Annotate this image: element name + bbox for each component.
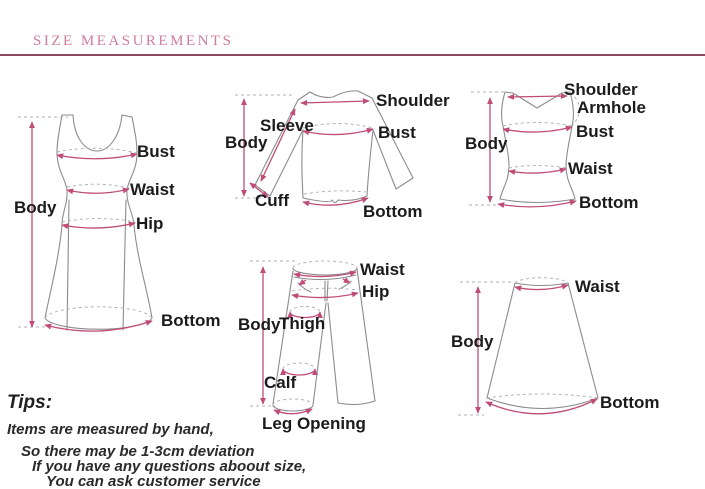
pants-leg-opening-label: Leg Opening bbox=[262, 414, 366, 433]
top-bottom-label: Bottom bbox=[363, 202, 423, 221]
vest-bust-label: Bust bbox=[576, 122, 614, 141]
pants-hip-label: Hip bbox=[362, 282, 390, 301]
dress-waist-label: Waist bbox=[130, 180, 175, 199]
vest-bottom-label: Bottom bbox=[579, 193, 639, 212]
dress-bust-label: Bust bbox=[137, 142, 175, 161]
pants-body-label: Body bbox=[238, 315, 281, 334]
skirt-bottom-arrow bbox=[486, 399, 597, 414]
dress-drawing bbox=[10, 108, 220, 343]
vest-shoulder-label: Shoulder bbox=[564, 80, 638, 99]
top-shoulder-arrow bbox=[301, 101, 369, 103]
top-shoulder-label: Shoulder bbox=[376, 91, 450, 110]
pants-waist-label: Waist bbox=[360, 260, 405, 279]
top-bust-label: Bust bbox=[378, 123, 416, 142]
skirt-bottom-label: Bottom bbox=[600, 393, 660, 412]
top-measure-arrows bbox=[244, 99, 373, 205]
skirt-body-label: Body bbox=[451, 332, 494, 351]
tips-line-2: So there may be 1-3cm deviation bbox=[21, 443, 255, 460]
dress-body-label: Body bbox=[14, 198, 57, 217]
page-title: SIZE MEASUREMENTS bbox=[33, 33, 234, 49]
tips-line-4: You can ask customer service bbox=[46, 473, 261, 489]
top-cuff-label: Cuff bbox=[255, 191, 289, 210]
tips-line-1: Items are measured by hand, bbox=[7, 421, 214, 438]
pants-calf-label: Calf bbox=[264, 373, 297, 392]
vest-waist-label: Waist bbox=[568, 159, 613, 178]
skirt-outline bbox=[487, 283, 598, 409]
vest-outline bbox=[500, 92, 575, 203]
pants-thigh-label: Thigh bbox=[279, 314, 326, 333]
tips-heading: Tips: bbox=[7, 392, 53, 413]
dress-bottom-label: Bottom bbox=[161, 311, 221, 330]
skirt-waist-label: Waist bbox=[575, 277, 620, 296]
dress-hip-label: Hip bbox=[136, 214, 164, 233]
tips-line-3: If you have any questions aboout size, bbox=[32, 458, 307, 475]
top-sleeve-label: Sleeve bbox=[260, 116, 314, 135]
vest-armhole-label: Armhole bbox=[577, 98, 646, 117]
vest-shoulder-arrow bbox=[508, 96, 567, 97]
top-body-label: Body bbox=[225, 133, 268, 152]
vest-body-label: Body bbox=[465, 134, 508, 153]
header-divider bbox=[0, 54, 705, 56]
